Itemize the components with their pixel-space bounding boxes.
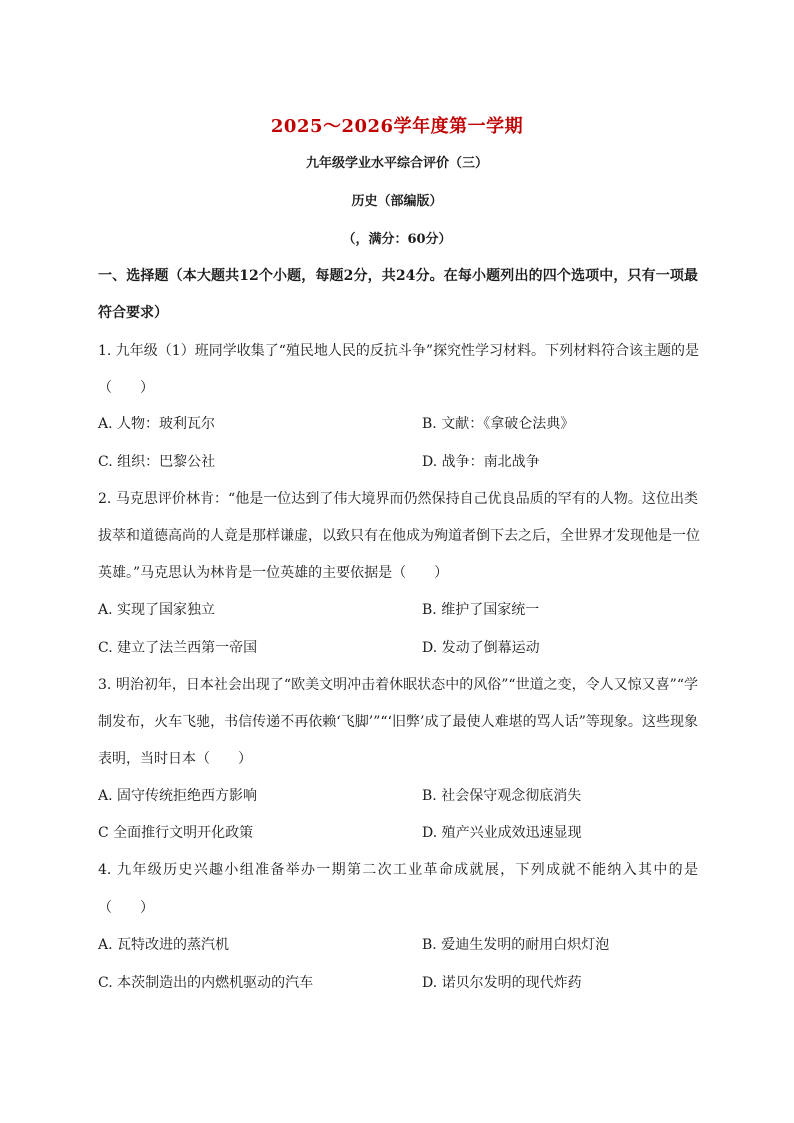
question-4-option-a: A. 瓦特改进的蒸汽机: [98, 937, 230, 953]
question-2-option-a: A. 实现了国家独立: [98, 602, 216, 618]
question-2-option-b: B. 维护了国家统一: [422, 602, 540, 618]
exam-subject: 历史（部编版）: [351, 194, 443, 209]
question-3-text-cont: 制发布，火车飞驰，书信传递不再依赖‘飞脚’”“‘旧弊’成了最使人难堪的骂人话”等现象。这些现象: [98, 714, 698, 730]
question-2-option-c: C. 建立了法兰西第一帝国: [98, 640, 258, 656]
question-2-option-d: D. 发动了倒幕运动: [422, 640, 540, 656]
question-3-option-c: C 全面推行文明开化政策: [98, 825, 254, 841]
question-3-option-d: D. 殖产兴业成效迅速显现: [422, 825, 582, 841]
question-4-option-d: D. 诺贝尔发明的现代炸药: [422, 975, 582, 991]
question-4-option-b: B. 爱迪生发明的耐用白炽灯泡: [422, 937, 610, 953]
question-3-text-cont2: 表明，当时日本（ ）: [98, 751, 252, 767]
question-1-text: 1. 九年级（1）班同学收集了“殖民地人民的反抗斗争”探究性学习材料。下列材料符合该主题的是: [98, 343, 700, 359]
question-3-text: 3. 明治初年，日本社会出现了“欧美文明冲击着休眠状态中的风俗”“世道之变，令人又惊又喜”“学: [98, 677, 698, 693]
question-1-option-a: A. 人物：玻利瓦尔: [98, 416, 216, 432]
exam-title: 2025～2026学年度第一学期: [270, 116, 524, 137]
question-4-text: 4. 九年级历史兴趣小组准备举办一期第二次工业革命成就展，下列成就不能纳入其中的是: [98, 862, 698, 878]
section-heading-cont: 符合要求）: [98, 305, 168, 321]
question-2-text-cont: 拔萃和道德高尚的人竟是那样谦虚，以致只有在他成为殉道者倒下去之后，全世界才发现他是一位: [98, 528, 700, 544]
question-2-text-cont2: 英雄。”马克思认为林肯是一位英雄的主要依据是（ ）: [98, 565, 449, 581]
question-3-option-a: A. 固守传统拒绝西方影响: [98, 788, 258, 804]
question-1-option-b: B. 文献：《拿破仑法典》: [422, 416, 575, 432]
question-4-text-cont: （ ）: [98, 900, 154, 916]
question-4-option-c: C. 本茨制造出的内燃机驱动的汽车: [98, 975, 314, 991]
question-3-option-b: B. 社会保守观念彻底消失: [422, 788, 582, 804]
question-2-text: 2. 马克思评价林肯：“他是一位达到了伟大境界而仍然保持自己优良品质的罕有的人物。这位出类: [98, 491, 698, 507]
exam-subtitle: 九年级学业水平综合评价（三）: [305, 156, 488, 171]
section-heading: 一、选择题（本大题共12个小题，每题2分，共24分。在每小题列出的四个选项中，只有一项最: [98, 268, 698, 284]
question-1-option-c: C. 组织：巴黎公社: [98, 454, 216, 470]
exam-score-note: （，满分：60分）: [342, 232, 452, 247]
question-1-text-cont: （ ）: [98, 380, 154, 396]
question-1-option-d: D. 战争：南北战争: [422, 454, 540, 470]
